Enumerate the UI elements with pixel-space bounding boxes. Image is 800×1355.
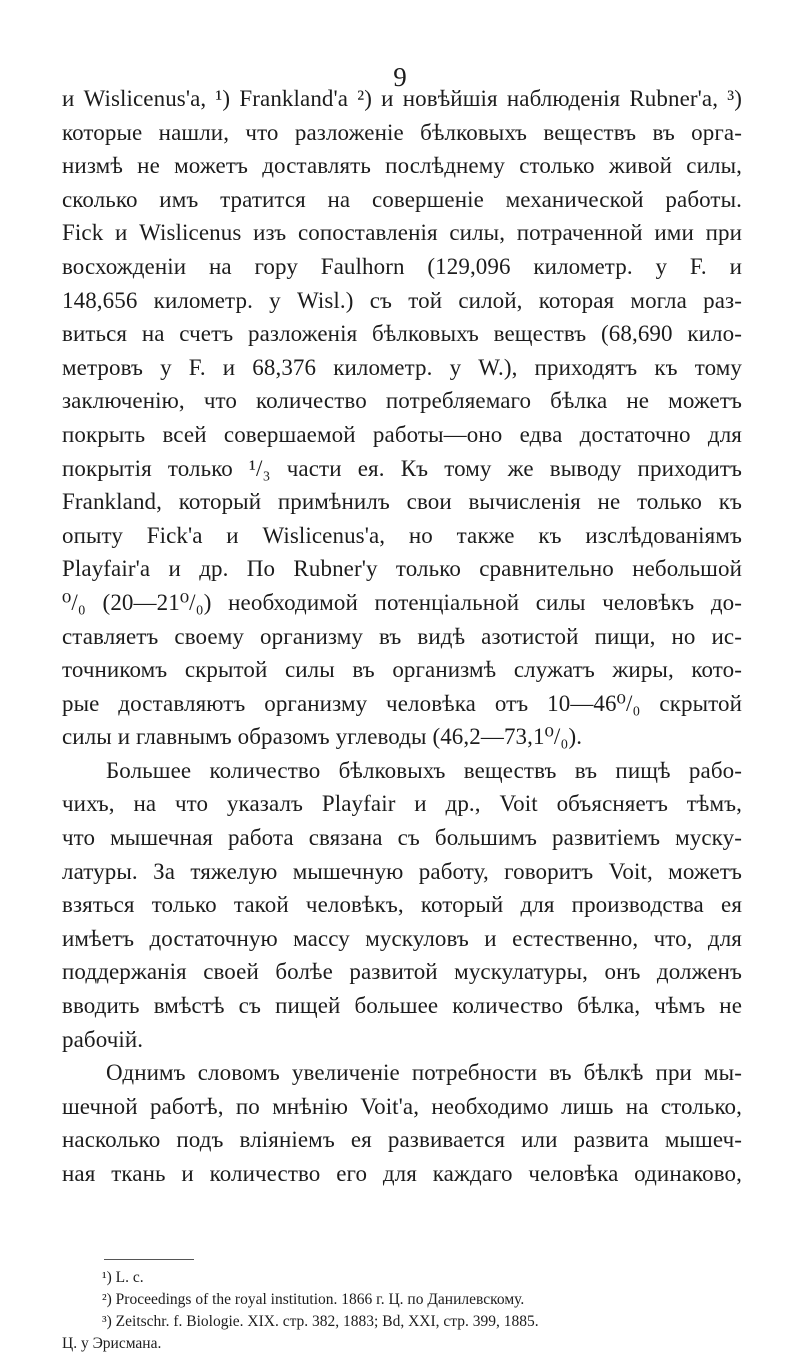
text-line: Однимъ словомъ увеличеніе потребности въ бѣлкѣ при мы- (106, 1060, 742, 1086)
text-line: имѣетъ достаточную массу мускуловъ и естественно, что, для (62, 925, 742, 951)
text-line: Fick и Wislicenus изъ сопоставленія силы, потраченной ими при (62, 220, 742, 246)
text-line: покрыть всей совершаемой работы—оно едва достаточно для (62, 421, 742, 447)
text-line: ная ткань и количество его для каждаго человѣка одинаково, (62, 1161, 742, 1186)
text-line: что мышечная работа связана съ большимъ развитіемъ муску- (62, 825, 742, 851)
text-line: силы и главнымъ образомъ углеводы (46,2—73,1⁰/₀). (62, 724, 583, 750)
text-line: покрытія только ¹/₃ части ея. Къ тому же выводу приходитъ (62, 455, 742, 481)
text-line: опыту Fick'а и Wislicenus'а, но также къ изслѣдованіямъ (62, 522, 742, 548)
text-line: вводить вмѣстѣ съ пищей большее количество бѣлка, чѣмъ не (62, 993, 742, 1019)
footnote-divider (104, 1259, 194, 1260)
text-line: метровъ у F. и 68,376 километр. у W.), приходятъ къ тому (62, 354, 742, 380)
text-line: 148,656 километр. у Wisl.) съ той силой, которая могла раз- (62, 287, 742, 313)
text-line: заключенію, что количество потребляемаго бѣлка не можетъ (62, 388, 742, 414)
text-line: восхожденіи на гору Faulhorn (129,096 километр. у F. и (62, 253, 742, 279)
footnote: Ц. у Эрисмана. (62, 1335, 162, 1352)
footnote: ¹) L. c. (102, 1269, 144, 1286)
text-line: низмѣ не можетъ доставлять послѣднему столько живой силы, (62, 153, 742, 179)
footnote: ²) Proceedings of the royal institution. 1866 г. Ц. по Данилевскому. (102, 1291, 525, 1308)
text-line: поддержанія своей болѣе развитой мускулатуры, онъ долженъ (62, 959, 742, 985)
text-line: которые нашли, что разложеніе бѣлковыхъ веществъ въ орга- (62, 119, 742, 145)
text-line: рые доставляютъ организму человѣка отъ 10—46⁰/₀ скрытой (62, 690, 742, 716)
body-text (62, 82, 742, 1191)
text-line: виться на счетъ разложенія бѣлковыхъ веществъ (68,690 кило- (62, 321, 742, 347)
page-number: 9 (393, 62, 407, 92)
text-line: ⁰/₀ (20—21⁰/₀) необходимой потенціальной силы человѣкъ до- (62, 589, 742, 615)
text-line: латуры. За тяжелую мышечную работу, говоритъ Voit, можетъ (62, 858, 742, 884)
text-line: насколько подъ вліяніемъ ея развивается или развита мышеч- (62, 1127, 742, 1153)
text-line: Playfair'а и др. По Rubner'у только сравнительно небольшой (62, 556, 742, 582)
text-line: Frankland, который примѣнилъ свои вычисленія не только къ (62, 489, 742, 515)
text-line: взяться только такой человѣкъ, который для производства ея (62, 892, 742, 918)
text-line: сколько имъ тратится на совершеніе механической работы. (62, 186, 742, 212)
footnote: ³) Zeitschr. f. Biologie. XIX. стр. 382, 1883; Bd, XXI, стр. 399, 1885. (102, 1313, 539, 1330)
footnotes (62, 1267, 742, 1355)
text-line: чихъ, на что указалъ Playfair и др., Voit объясняетъ тѣмъ, (62, 791, 742, 817)
text-line: Большее количество бѣлковыхъ веществъ въ пищѣ рабо- (106, 757, 742, 783)
text-line: шечной работѣ, по мнѣнію Voit'а, необходимо лишь на столько, (62, 1093, 742, 1119)
text-line: и Wislicenus'а, ¹) Frankland'а ²) и новѣйшія наблюденія Rubner'а, ³) (62, 86, 742, 111)
text-line: ставляетъ своему организму въ видѣ азотистой пищи, но ис- (62, 623, 742, 649)
text-line: точникомъ скрытой силы въ организмѣ служатъ жиры, кото- (62, 657, 742, 683)
text-line: рабочій. (62, 1026, 144, 1052)
